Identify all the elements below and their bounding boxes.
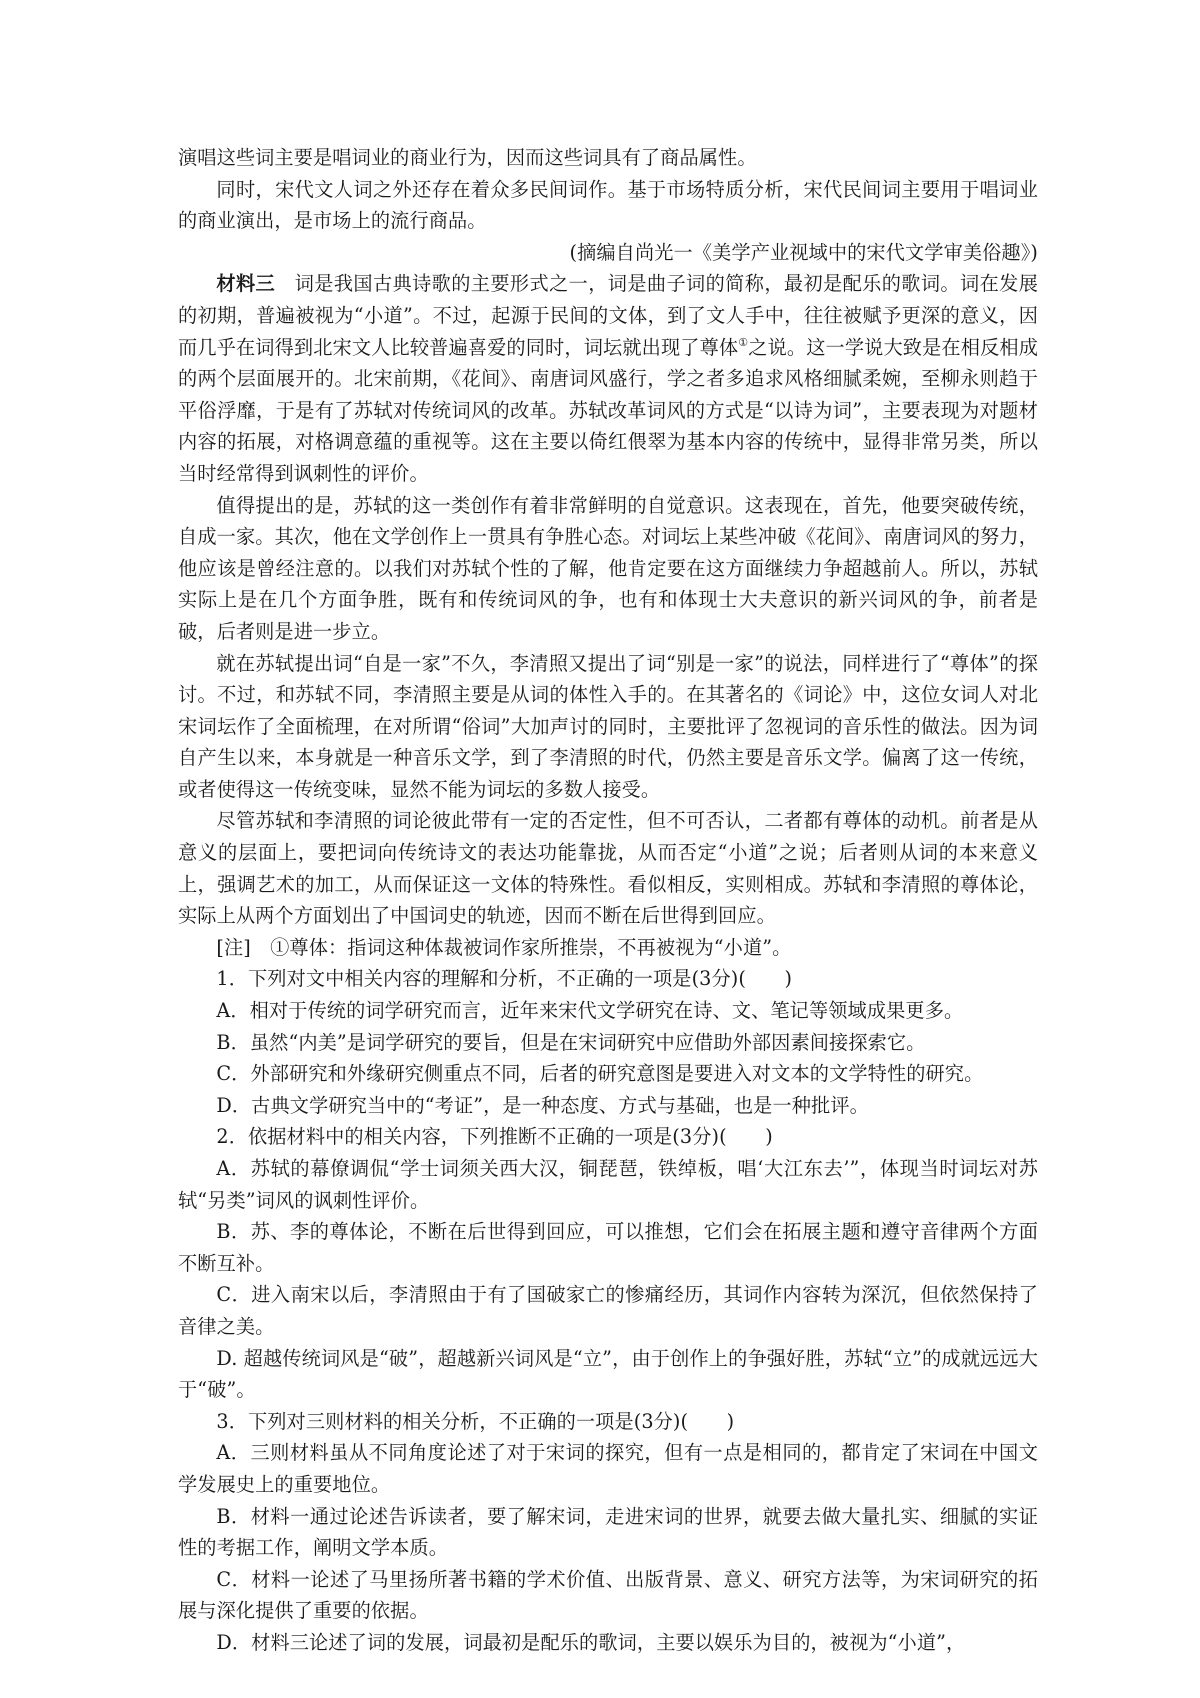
document-page <box>178 142 1038 1659</box>
material-three-label: 材料三 <box>216 272 276 296</box>
paragraph-sushi-consciousness: 值得提出的是，苏轼的这一类创作有着非常鲜明的自觉意识。这表现在，首先，他要突破传统，自成一家。其次，他在文学创作上一贯具有争胜心态。对词坛上某些冲破《花间》、南唐词风的努力，他应该是曾经注意的。以我们对苏轼个性的了解，他肯定要在这方面继续力争超越前人。所以，苏轼实际上是在几个方面争胜，既有和传统词风的争，也有和体现士大夫意识的新兴词风的争，前者是破，后者则是进一步立。 <box>178 493 1038 643</box>
question-2-option-a: A．苏轼的幕僚调侃“学士词须关西大汉，铜琵琶，铁绰板，唱‘大江东去’”，体现当时词坛对苏轼“另类”词风的讽刺性评价。 <box>178 1157 1038 1212</box>
question-3-option-a: A．三则材料虽从不同角度论述了对于宋词的探究，但有一点是相同的，都肯定了宋词在中国文学发展史上的重要地位。 <box>178 1441 1038 1496</box>
question-1-option-a: A．相对于传统的词学研究而言，近年来宋代文学研究在诗、文、笔记等领域成果更多。 <box>216 999 964 1023</box>
question-1-option-c: C．外部研究和外缘研究侧重点不同，后者的研究意图是要进入对文本的文学特性的研究。 <box>216 1062 984 1086</box>
question-3-option-d: D．材料三论述了词的发展，词最初是配乐的歌词，主要以娱乐为目的，被视为“小道”， <box>216 1630 966 1654</box>
paragraph-li-qingzhao: 就在苏轼提出词“自是一家”不久，李清照又提出了词“别是一家”的说法，同样进行了“尊体”的探讨。不过，和苏轼不同，李清照主要是从词的体性入手的。在其著名的《词论》中，这位女词人对北宋词坛作了全面梳理，在对所谓“俗词”大加声讨的同时，主要批评了忽视词的音乐性的做法。因为词自产生以来，本身就是一种音乐文学，到了李清照的时代，仍然主要是音乐文学。偏离了这一传统，或者使得这一传统变味，显然不能为词坛的多数人接受。 <box>178 651 1038 801</box>
question-2: 2．依据材料中的相关内容，下列推断不正确的一项是(3分)( ) <box>216 1125 773 1149</box>
question-3-option-b: B．材料一通过论述告诉读者，要了解宋词，走进宋词的世界，就要去做大量扎实、细腻的实证性的考据工作，阐明文学本质。 <box>178 1504 1038 1560</box>
question-2-option-c: C．进入南宋以后，李清照由于有了国破家亡的惨痛经历，其词作内容转为深沉，但依然保持了音律之美。 <box>178 1283 1038 1338</box>
paragraph-folk-ci: 同时，宋代文人词之外还存在着众多民间词作。基于市场特质分析，宋代民间词主要用于唱词业的商业演出，是市场上的流行商品。 <box>178 177 1038 233</box>
question-2-option-b: B．苏、李的尊体论，不断在后世得到回应，可以推想，它们会在拓展主题和遵守音律两个方面不断互补。 <box>178 1220 1038 1275</box>
material-three-text-b: 之说。这一学说大致是在相反相成的两个层面展开的。北宋前期，《花间》、南唐词风盛行，学之者多追求风格细腻柔婉，至柳永则趋于平俗浮靡，于是有了苏轼对传统词风的改革。苏轼改革词风的方式是“以诗为词”，主要表现为对题材内容的拓展，对格调意蕴的重视等。这在主要以倚红偎翠为基本内容的传统中，显得非常另类，所以当时经常得到讽刺性的评价。 <box>178 335 1038 485</box>
footnote-marker: ① <box>738 335 749 349</box>
question-3-option-c: C．材料一论述了马里扬所著书籍的学术价值、出版背景、意义、研究方法等，为宋词研究的拓展与深化提供了重要的依据。 <box>178 1567 1038 1623</box>
question-2-option-d: D. 超越传统词风是“破”，超越新兴词风是“立”，由于创作上的争强好胜，苏轼“立”的成就远远大于“破”。 <box>178 1346 1038 1402</box>
question-1: 1．下列对文中相关内容的理解和分析，不正确的一项是(3分)( ) <box>216 967 793 991</box>
footnote: [注] ①尊体：指词这种体裁被词作家所推崇，不再被视为“小道”。 <box>216 935 792 959</box>
source-citation: (摘编自尚光一《美学产业视域中的宋代文学审美俗趣》) <box>569 240 1038 264</box>
material-three-text-a: 词是我国古典诗歌的主要形式之一，词是曲子词的简称，最初是配乐的歌词。词在发展的初期，普遍被视为“小道”。不过，起源于民间的文体，到了文人手中，往往被赋予更深的意义，因而几乎在词得到北宋文人比较普遍喜爱的同时，词坛就出现了尊体 <box>178 272 1038 359</box>
paragraph-zunti-conclusion: 尽管苏轼和李清照的词论彼此带有一定的否定性，但不可否认，二者都有尊体的动机。前者是从意义的层面上，要把词向传统诗文的表达功能靠拢，从而否定“小道”之说；后者则从词的本来意义上，强调艺术的加工，从而保证这一文体的特殊性。看似相反，实则相成。苏轼和李清照的尊体论，实际上从两个方面划出了中国词史的轨迹，因而不断在后世得到回应。 <box>178 809 1038 928</box>
question-3: 3．下列对三则材料的相关分析，不正确的一项是(3分)( ) <box>216 1409 735 1433</box>
material-three-paragraph <box>178 268 1038 489</box>
question-1-option-b: B．虽然“内美”是词学研究的要旨，但是在宋词研究中应借助外部因素间接探索它。 <box>216 1030 926 1054</box>
question-1-option-d: D．古典文学研究当中的“考证”，是一种态度、方式与基础，也是一种批评。 <box>216 1093 869 1117</box>
paragraph-continuation: 演唱这些词主要是唱词业的商业行为，因而这些词具有了商品属性。 <box>178 146 757 169</box>
